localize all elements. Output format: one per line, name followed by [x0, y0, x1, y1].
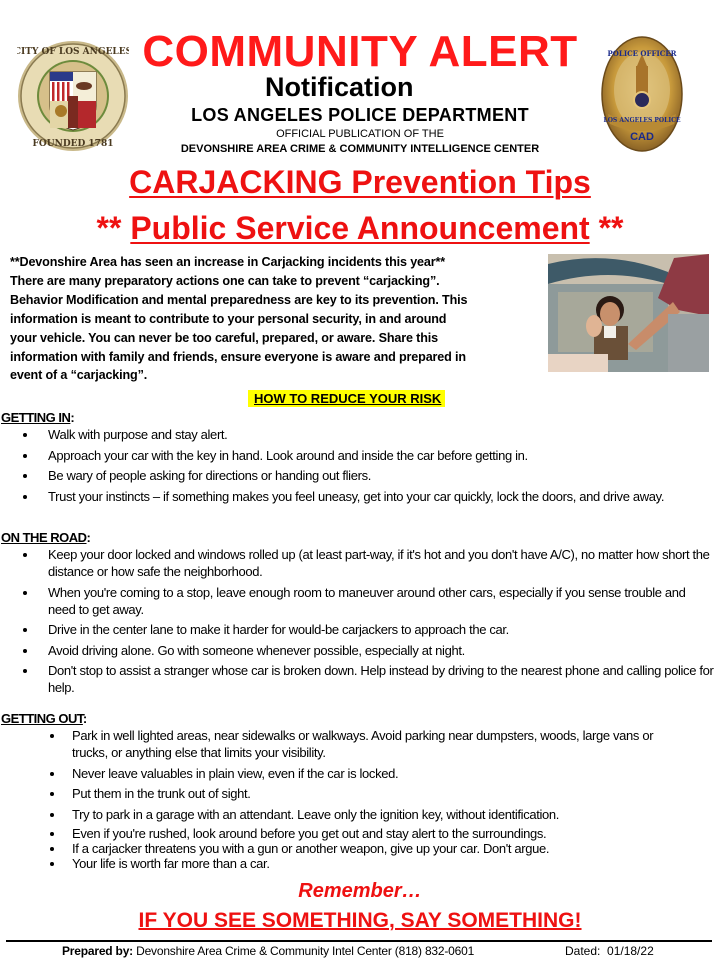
alert-title: COMMUNITY ALERT: [142, 27, 578, 76]
list-item: [1, 856, 719, 871]
tip-text: Never leave valuables in plain view, even if the car is locked.: [72, 765, 399, 781]
headline-carjacking-tips: [0, 162, 720, 202]
tip-text: Trust your instincts – if something makes you feel uneasy, get into your car quickly, lock the doors, and drive away.: [48, 488, 665, 504]
tip-text: If a carjacker threatens you with a gun or another weapon, give up your car. Don't argue.: [72, 841, 550, 857]
list-item: [1, 662, 719, 696]
list-item: [1, 426, 719, 443]
date-value: 01/18/22: [607, 944, 654, 958]
tip-list: [1, 546, 719, 696]
center-name: DEVONSHIRE AREA CRIME & COMMUNITY INTELLIGENCE CENTER: [180, 143, 540, 155]
police-badge-logo: [600, 34, 684, 154]
list-item: [1, 584, 719, 618]
list-item: [1, 765, 719, 782]
list-item: [1, 546, 719, 580]
intro-line: There are many preparatory actions one can take to prevent “carjacking”.: [10, 273, 440, 288]
tip-text: Approach your car with the key in hand. Look around and inside the car before getting in.: [48, 447, 528, 463]
seal-top-text: CITY OF LOS ANGELES: [17, 47, 129, 57]
tip-text: When you're coming to a stop, leave enough room to maneuver around other cars, especially if you sense trouble and need to get away.: [48, 584, 686, 617]
list-item: [1, 826, 719, 841]
headline-prefix: **: [96, 210, 122, 246]
tip-text: Be wary of people asking for directions or handing out fliers.: [48, 468, 371, 484]
tip-text: Put them in the trunk out of sight.: [72, 786, 251, 802]
risk-heading: HOW TO REDUCE YOUR RISK: [248, 390, 445, 407]
section-heading-text: GETTING IN: [1, 410, 71, 425]
section-heading-text: ON THE ROAD: [1, 530, 87, 545]
badge-top-text: POLICE OFFICER: [607, 49, 677, 58]
section-getting-in: [1, 409, 719, 508]
footer-date: [565, 943, 654, 959]
department-name: LOS ANGELES POLICE DEPARTMENT: [191, 105, 529, 125]
tip-text: Try to park in a garage with an attendant. Leave only the ignition key, without identification.: [72, 806, 560, 822]
tip-text: Even if you're rushed, look around before you get out and stay alert to the surroundings.: [72, 826, 547, 842]
slogan-text: IF YOU SEE SOMETHING, SAY SOMETHING!: [138, 909, 582, 932]
bullet-icon: [23, 628, 27, 632]
intro-line: your vehicle. You can never be too careful, prepared, or aware. Share this: [10, 330, 438, 345]
tip-text: Park in well lighted areas, near sidewalks or walkways. Avoid parking near dumpsters, woods, large vans or trucks, or anything else that limits your visibility.: [72, 728, 654, 760]
list-item: [1, 785, 719, 802]
remember-text: Remember…: [298, 880, 422, 902]
seal-bottom-text: FOUNDED 1781: [32, 139, 114, 149]
bullet-icon: [23, 454, 27, 458]
intro-line: information with family and friends, ensure everyone is aware and prepared in: [10, 349, 466, 364]
carjacking-photo: [548, 254, 709, 372]
bullet-icon: [23, 591, 27, 595]
list-item: [1, 806, 719, 823]
footer-divider: [6, 940, 712, 942]
tip-text: Keep your door locked and windows rolled up (at least part-way, if it's hot and you don't have A/C), no matter how short the distance or how safe the neighborhood.: [48, 547, 710, 579]
list-item: [1, 841, 719, 856]
list-item: [1, 727, 719, 761]
bullet-icon: [50, 847, 54, 851]
headline-suffix: **: [598, 210, 624, 246]
intro-paragraph: [10, 253, 542, 385]
intro-line: **Devonshire Area has seen an increase in Carjacking incidents this year**: [10, 255, 446, 269]
badge-middle-text: LOS ANGELES POLICE: [603, 117, 681, 124]
list-item: [1, 642, 719, 659]
section-heading: GETTING OUT:: [1, 711, 87, 726]
tip-text: Don't stop to assist a stranger whose car is broken down. Help instead by driving to the nearest phone and calling police for help.: [48, 663, 714, 696]
intro-line: Behavior Modification and mental preparedness are key to its prevention. This: [10, 292, 468, 307]
bullet-icon: [50, 862, 54, 866]
bullet-icon: [23, 474, 27, 478]
badge-bottom-text: CAD: [630, 131, 654, 143]
bullet-icon: [50, 813, 54, 817]
section-on-the-road: [1, 529, 719, 700]
intro-line: event of a “carjacking”.: [10, 368, 148, 383]
footer-prepared-by: [62, 943, 474, 959]
section-heading: GETTING IN:: [1, 410, 75, 425]
dated-label: Dated:: [565, 944, 601, 958]
section-heading-text: GETTING OUT: [1, 711, 83, 726]
tip-text: Walk with purpose and stay alert.: [48, 427, 228, 442]
list-item: [1, 488, 719, 505]
prepared-label: Prepared by:: [62, 944, 133, 958]
prepared-by-text: Devonshire Area Crime & Community Intel Center (818) 832-0601: [136, 944, 475, 958]
tip-list: [1, 727, 719, 871]
tip-text: Avoid driving alone. Go with someone whenever possible, especially at night.: [48, 642, 465, 658]
bullet-icon: [50, 734, 54, 738]
bullet-icon: [50, 792, 54, 796]
bullet-icon: [23, 433, 27, 437]
section-getting-out: [1, 710, 719, 871]
publication-line: OFFICIAL PUBLICATION OF THE: [276, 128, 444, 140]
tip-list: [1, 426, 719, 505]
bullet-icon: [50, 772, 54, 776]
section-heading: ON THE ROAD:: [1, 530, 91, 545]
intro-line: information is meant to contribute to your personal security, in and around: [10, 311, 447, 326]
list-item: [1, 621, 719, 638]
list-item: [1, 447, 719, 464]
bullet-icon: [23, 553, 27, 557]
bullet-icon: [23, 669, 27, 673]
headline-psa: [0, 208, 720, 248]
tip-text: Your life is worth far more than a car.: [72, 856, 270, 872]
headline-line1: CARJACKING Prevention Tips: [129, 164, 591, 200]
bullet-icon: [23, 649, 27, 653]
tip-text: Drive in the center lane to make it harder for would-be carjackers to approach the car.: [48, 622, 509, 638]
alert-subtitle: Notification: [265, 72, 414, 102]
list-item: [1, 467, 719, 484]
bullet-icon: [23, 495, 27, 499]
headline-line2: Public Service Announcement: [130, 210, 590, 246]
bullet-icon: [50, 832, 54, 836]
